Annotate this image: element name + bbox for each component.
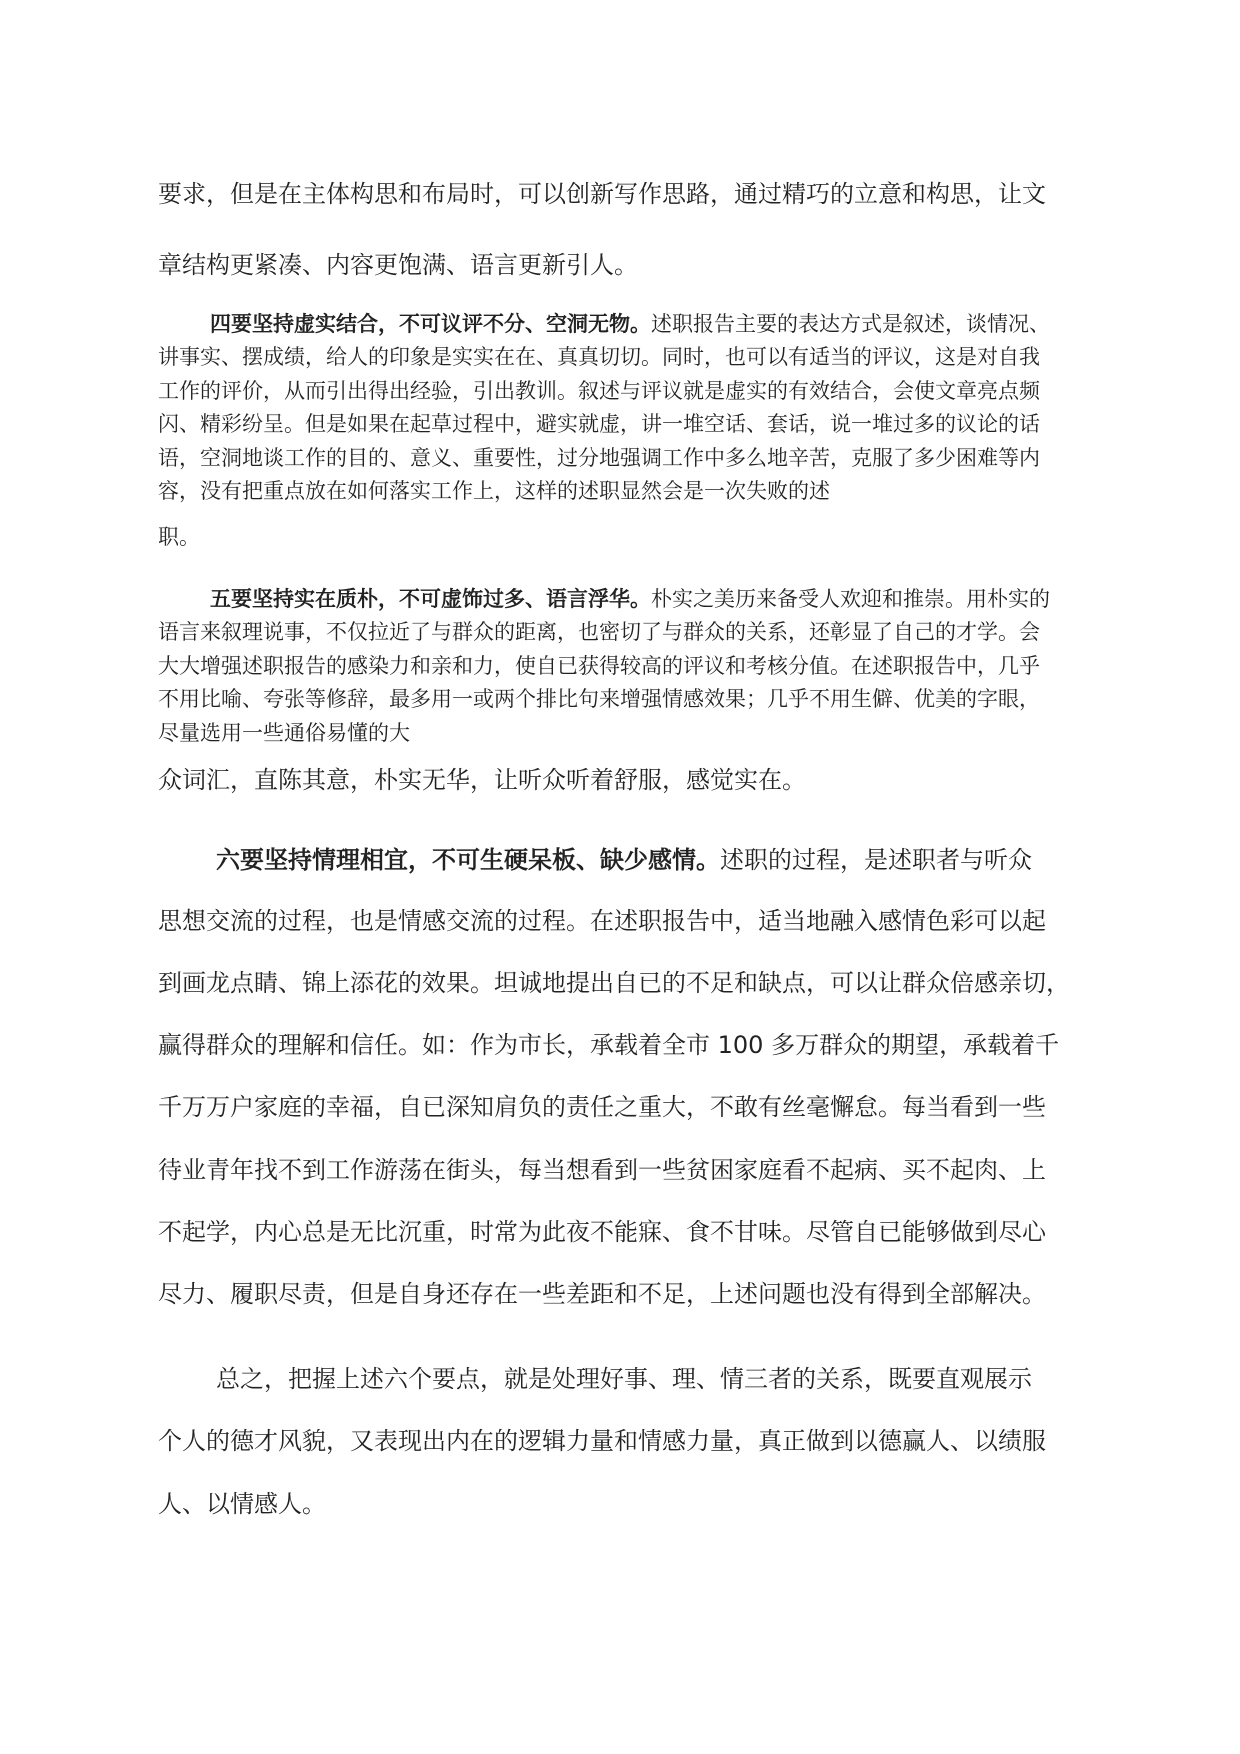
paragraph-line: 待业青年找不到工作游荡在街头，每当想看到一些贫困家庭看不起病、买不起肉、上 bbox=[158, 1156, 1046, 1184]
paragraph-line: 到画龙点睛、锦上添花的效果。坦诚地提出自已的不足和缺点，可以让群众倍感亲切， bbox=[158, 969, 1070, 997]
paragraph-first-line: 总之，把握上述六个要点，就是处理好事、理、情三者的关系，既要直观展示 bbox=[216, 1365, 1032, 1393]
paragraph-line: 大大增强述职报告的感染力和亲和力，使自已获得较高的评议和考核分值。在述职报告中，几乎 bbox=[158, 654, 1040, 678]
paragraph-line: 要求，但是在主体构思和布局时，可以创新写作思路，通过精巧的立意和构思，让文 bbox=[158, 180, 1046, 208]
paragraph-line: 尽力、履职尽责，但是自身还存在一些差距和不足，上述问题也没有得到全部解决。 bbox=[158, 1280, 1046, 1308]
paragraph-line: 讲事实、摆成绩，给人的印象是实实在在、真真切切。同时，也可以有适当的评议，这是对自我 bbox=[158, 345, 1040, 369]
paragraph-heading: 五要坚持实在质朴，不可虚饰过多、语言浮华。 bbox=[210, 587, 651, 611]
paragraph-line: 众词汇，直陈其意，朴实无华，让听众听着舒服，感觉实在。 bbox=[158, 766, 806, 794]
paragraph-line: 语言来叙理说事，不仅拉近了与群众的距离，也密切了与群众的关系，还彰显了自己的才学。会 bbox=[158, 620, 1040, 644]
paragraph-first-line bbox=[210, 309, 1050, 339]
paragraph-line: 职。 bbox=[158, 525, 200, 549]
paragraph-line: 不用比喻、夸张等修辞，最多用一或两个排比句来增强情感效果；几乎不用生僻、优美的字眼， bbox=[158, 687, 1040, 711]
paragraph-line: 尽量选用一些通俗易懂的大 bbox=[158, 721, 410, 745]
paragraph-line: 章结构更紧凑、内容更饱满、语言更新引人。 bbox=[158, 251, 638, 279]
paragraph-text: 朴实之美历来备受人欢迎和推崇。用朴实的 bbox=[651, 587, 1050, 611]
paragraph-first-line bbox=[210, 584, 1050, 614]
paragraph-line: 闪、精彩纷呈。但是如果在起草过程中，避实就虚，讲一堆空话、套话，说一堆过多的议论的话 bbox=[158, 412, 1040, 436]
paragraph-line: 千万万户家庭的幸福，自已深知肩负的责任之重大，不敢有丝毫懈怠。每当看到一些 bbox=[158, 1093, 1046, 1121]
paragraph-line: 思想交流的过程，也是情感交流的过程。在述职报告中，适当地融入感情色彩可以起 bbox=[158, 907, 1046, 935]
paragraph-text: 述职报告主要的表达方式是叙述，谈情况、 bbox=[651, 312, 1050, 336]
paragraph-line: 赢得群众的理解和信任。如：作为市长，承载着全市 100 多万群众的期望，承载着千 bbox=[158, 1031, 1060, 1059]
paragraph-line: 工作的评价，从而引出得出经验，引出教训。叙述与评议就是虚实的有效结合，会使文章亮点频 bbox=[158, 379, 1040, 403]
paragraph-line: 容，没有把重点放在如何落实工作上，这样的述职显然会是一次失败的述 bbox=[158, 479, 830, 503]
paragraph-line: 语，空洞地谈工作的目的、意义、重要性，过分地强调工作中多么地辛苦，克服了多少困难等内 bbox=[158, 446, 1040, 470]
paragraph-line: 个人的德才风貌，又表现出内在的逻辑力量和情感力量，真正做到以德赢人、以绩服 bbox=[158, 1427, 1046, 1455]
paragraph-text: 述职的过程，是述职者与听众 bbox=[720, 846, 1032, 874]
paragraph-heading: 六要坚持情理相宜，不可生硬呆板、缺少感情。 bbox=[216, 846, 720, 874]
paragraph-line: 不起学，内心总是无比沉重，时常为此夜不能寐、食不甘味。尽管自已能够做到尽心 bbox=[158, 1218, 1046, 1246]
paragraph-heading: 四要坚持虚实结合，不可议评不分、空洞无物。 bbox=[210, 312, 651, 336]
paragraph-first-line bbox=[216, 843, 1032, 877]
paragraph-line: 人、以情感人。 bbox=[158, 1490, 326, 1518]
